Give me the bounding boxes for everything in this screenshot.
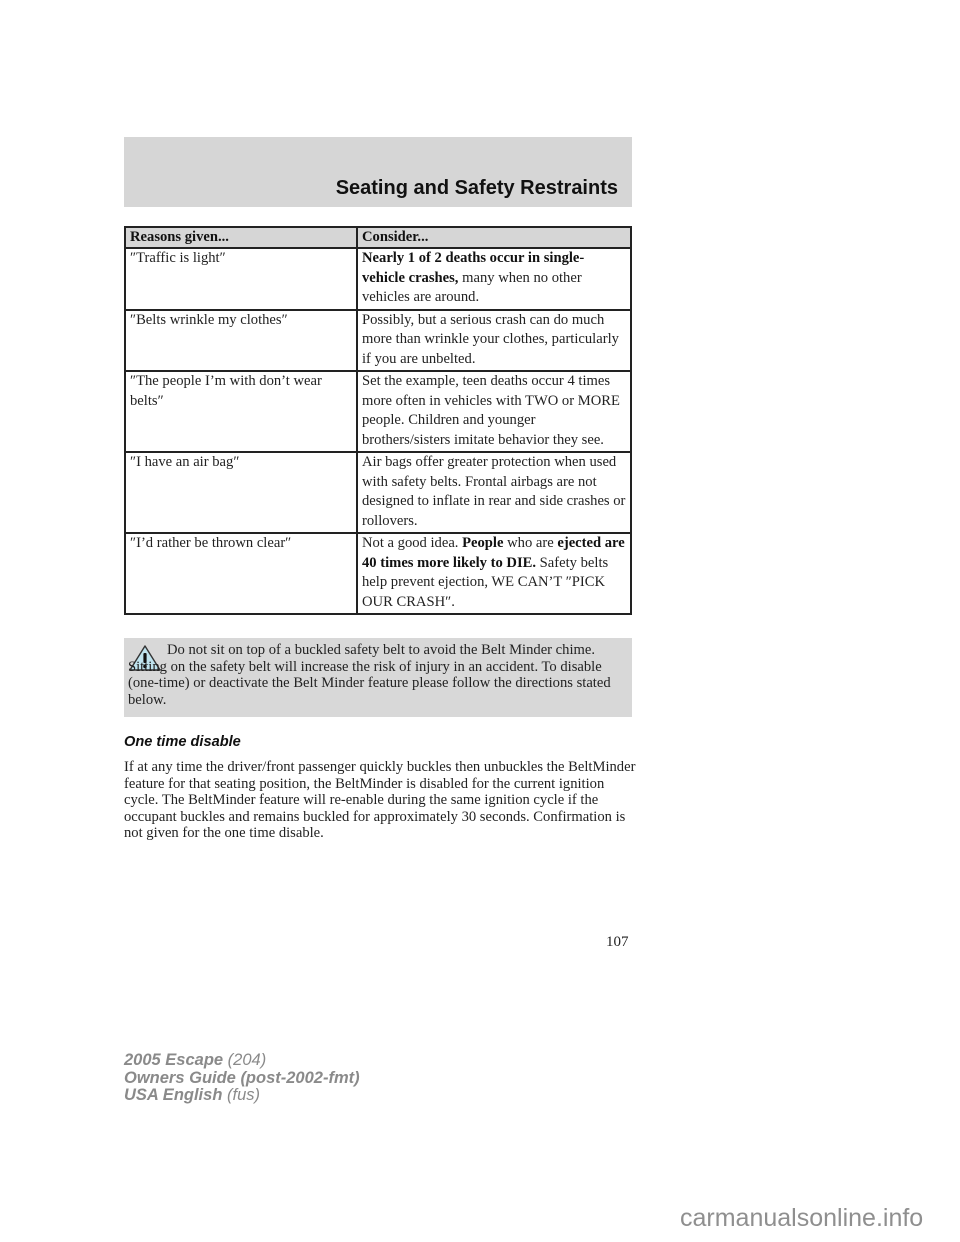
footer-model-code: (204) <box>223 1051 267 1069</box>
consider-cell <box>357 533 631 614</box>
consider-text: Air bags offer greater protection when used with safety belts. Frontal airbags are not designed to inflate in rear and side crashes or rollovers. <box>362 454 626 529</box>
reason-cell: ″I’d rather be thrown clear″ <box>125 533 357 614</box>
column-header-reasons: Reasons given... <box>125 227 357 248</box>
consider-text: Not a good idea. <box>362 535 463 551</box>
reason-cell: ″Belts wrinkle my clothes″ <box>125 310 357 372</box>
body-paragraph: If at any time the driver/front passenger quickly buckles then unbuckles the BeltMinder feature for that seating position, the BeltMinder is disabled for the current ignition cycle. The BeltMinder feature will re-enable during the same ignition cycle if the occupant buckles and remains buckled for approximately 30 seconds. Confirmation is not given for the one time disable. <box>124 759 636 841</box>
table-row <box>125 371 631 452</box>
table-row <box>125 310 631 372</box>
consider-text: who are <box>503 535 558 551</box>
reasons-table <box>124 226 632 615</box>
table-row <box>125 533 631 614</box>
emphasis-text: Nearly 1 of 2 deaths occur in single-vehicle crashes, <box>362 250 585 286</box>
footer-line-1 <box>124 1052 360 1070</box>
footer-line-2 <box>124 1070 360 1088</box>
consider-text: Set the example, teen deaths occur 4 times more often in vehicles with TWO or MORE people. Children and younger brothers/sisters imitate behavior they see. <box>362 373 620 448</box>
reason-cell: ″The people I’m with don’t wear belts″ <box>125 371 357 452</box>
footer-language: USA English <box>124 1086 223 1104</box>
footer-guide-type: Owners Guide (post-2002-fmt) <box>124 1068 360 1087</box>
reason-cell: ″I have an air bag″ <box>125 452 357 533</box>
footer-model: 2005 Escape <box>124 1051 224 1069</box>
document-footer <box>124 1052 360 1105</box>
footer-line-3 <box>124 1087 360 1105</box>
emphasis-text: ejected are 40 times more likely to DIE. <box>362 535 625 571</box>
consider-text: Possibly, but a serious crash can do much more than wrinkle your clothes, particularly if you are unbelted. <box>362 311 619 367</box>
warning-callout <box>124 638 632 717</box>
consider-cell <box>357 452 631 533</box>
section-header-band <box>124 137 632 207</box>
warning-text: Do not sit on top of a buckled safety belt to avoid the Belt Minder chime. Sitting on the safety belt will increase the risk of injury in an accident. To disable (one-time) or deactivate the Belt Minder feature please follow the directions stated below. <box>128 642 611 708</box>
section-title: Seating and Safety Restraints <box>335 177 618 199</box>
table-header-row <box>125 227 631 248</box>
section-heading: One time disable <box>124 734 241 750</box>
table-row <box>125 248 631 310</box>
consider-text: many when no other vehicles are around. <box>362 269 582 305</box>
column-header-consider: Consider... <box>357 227 631 248</box>
table-row <box>125 452 631 533</box>
reason-cell: ″Traffic is light″ <box>125 248 357 310</box>
footer-language-code: (fus) <box>222 1086 260 1104</box>
page-number: 107 <box>606 934 629 950</box>
consider-cell <box>357 310 631 372</box>
consider-text: Safety belts help prevent ejection, WE CAN’T ″PICK OUR CRASH″. <box>362 554 609 610</box>
consider-cell <box>357 371 631 452</box>
watermark: carmanualsonline.info <box>680 1204 924 1232</box>
consider-cell <box>357 248 631 310</box>
emphasis-text: People <box>462 535 504 551</box>
